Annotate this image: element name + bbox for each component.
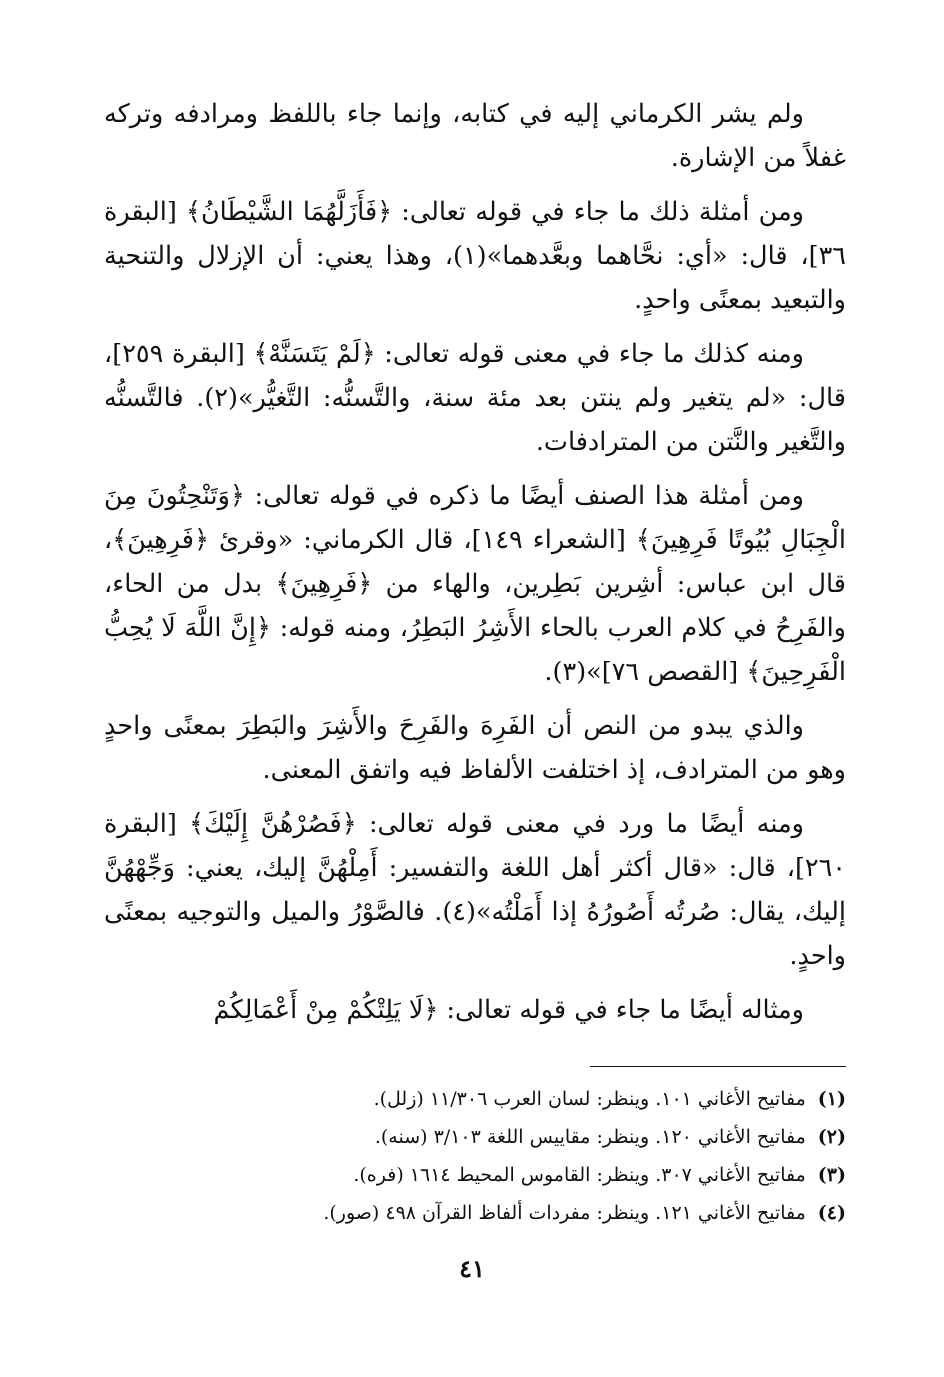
footnote-number: (٢) <box>817 1126 846 1148</box>
paragraph-6: ومنه أيضًا ما ورد في معنى قوله تعالى: ﴿فَصُرْهُنَّ إِلَيْكَ﴾ [البقرة ٢٦٠]، قال: «قال أكثر أهل اللغة والتفسير: أَمِلْهُنَّ إليك، يعني: وَجِّهْهُنَّ إليك، يقال: صُرتُه أَصُورُهُ إذا أَمَلْتُه»(٤). فالصَّوْرُ والميل والتوجيه بمعنًى واحدٍ. <box>104 809 846 971</box>
footnote-text: مفاتيح الأغاني ١٠١. وينظر: لسان العرب ١١/٣٠٦ (زلل). <box>373 1088 806 1110</box>
paragraph-5: والذي يبدو من النص أن الفَرِهَ والفَرِحَ والأَشِرَ والبَطِرَ بمعنًى واحدٍ وهو من المترادف، إذ اختلفت الألفاظ فيه واتفق المعنى. <box>104 711 846 785</box>
paragraph-4: ومن أمثلة هذا الصنف أيضًا ما ذكره في قوله تعالى: ﴿وَتَنْحِتُونَ مِنَ الْجِبَالِ بُيُوتًا فَرِهِينَ﴾ [الشعراء ١٤٩]، قال الكرماني: «وقرئ ﴿فَرِهِينَ﴾، قال ابن عباس: أشِرين بَطِرين، والهاء من ﴿فَرِهِينَ﴾ بدل من الحاء، والفَرِحُ في كلام العرب بالحاء الأَشِرُ البَطِرُ، ومنه قوله: ﴿إِنَّ اللَّهَ لَا يُحِبُّ الْفَرِحِينَ﴾ [القصص ٧٦]»(٣). <box>104 481 846 687</box>
paragraph-7: ومثاله أيضًا ما جاء في قوله تعالى: ﴿لَا يَلِتْكُمْ مِنْ أَعْمَالِكُمْ <box>213 995 804 1025</box>
footnotes <box>300 1080 846 1232</box>
page-number: ٤١ <box>459 1254 485 1283</box>
footnote-separator <box>590 1066 846 1067</box>
paragraph-3: ومنه كذلك ما جاء في معنى قوله تعالى: ﴿لَمْ يَتَسَنَّهْ﴾ [البقرة ٢٥٩]، قال: «لم يتغير ولم ينتن بعد مئة سنة، والتَّسنُّه: التَّغيُّر»(٢). فالتَّسنُّه والتَّغير والنَّتن من المترادفات. <box>104 339 846 457</box>
footnote-4 <box>300 1194 846 1232</box>
footnote-2 <box>300 1118 846 1156</box>
footnote-number: (١) <box>817 1088 846 1110</box>
footnote-number: (٤) <box>817 1202 846 1224</box>
paragraph-1: ولم يشر الكرماني إليه في كتابه، وإنما جاء باللفظ ومرادفه وتركه غفلاً من الإشارة. <box>104 99 846 173</box>
page-body <box>104 92 846 1042</box>
footnote-1 <box>300 1080 846 1118</box>
footnote-number: (٣) <box>817 1164 846 1186</box>
footnote-3 <box>300 1156 846 1194</box>
footnote-text: مفاتيح الأغاني ١٢١. وينظر: مفردات ألفاظ القرآن ٤٩٨ (صور). <box>323 1202 806 1224</box>
footnote-text: مفاتيح الأغاني ٣٠٧. وينظر: القاموس المحيط ١٦١٤ (فره). <box>353 1164 806 1186</box>
paragraph-2: ومن أمثلة ذلك ما جاء في قوله تعالى: ﴿فَأَزَلَّهُمَا الشَّيْطَانُ﴾ [البقرة ٣٦]، قال: «أي: نحَّاهما وبعَّدهما»(١)، وهذا يعني: أن الإزلال والتنحية والتبعيد بمعنًى واحدٍ. <box>104 197 846 315</box>
footnote-text: مفاتيح الأغاني ١٢٠. وينظر: مقاييس اللغة ٣/١٠٣ (سنه). <box>374 1126 806 1148</box>
